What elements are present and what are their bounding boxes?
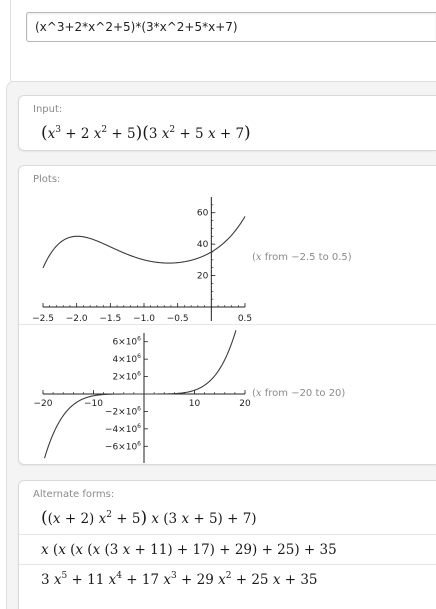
y-tick-label: $-6\times 10^6$ (104, 440, 141, 453)
alternate-separator-1 (19, 534, 436, 535)
plot-2-range: (x from −20 to 20) (252, 388, 346, 399)
x-tick-label: −2.5 (32, 314, 54, 324)
alternate-form-1: ((x + 2) $x^2 + 5$) x (3 x + 5) + 7) (41, 508, 257, 528)
plots-pod-title: Plots: (33, 174, 61, 185)
y-tick-label: $-4\times 10^6$ (104, 422, 141, 435)
x-tick-label: 20 (239, 399, 251, 409)
x-tick-label: −20 (33, 399, 53, 409)
plot-2 (33, 329, 251, 464)
x-tick-label: −2.0 (65, 314, 88, 324)
alternate-form-3: 3 $x^5 + 11$ $x^4 + 17$ $x^3 + 29$ $x^2 + 25$ x + 35 (41, 571, 318, 588)
y-tick-label: $4\times 10^6$ (112, 353, 141, 366)
y-tick-label: $2\times 10^6$ (112, 370, 141, 383)
input-pod-title: Input: (33, 104, 63, 115)
function-curve (43, 216, 245, 268)
plot-1-svg (32, 191, 253, 326)
y-tick-label: 20 (196, 271, 209, 282)
x-tick-label: −1.5 (99, 314, 122, 324)
x-tick-label: −10 (84, 399, 103, 409)
y-tick-label: $-2\times 10^6$ (104, 405, 141, 418)
y-tick-label: $6\times 10^6$ (112, 335, 141, 348)
input-pod (18, 95, 436, 151)
x-tick-label: 10 (188, 399, 201, 409)
alternate-forms-title: Alternate forms: (33, 489, 115, 500)
alternate-form-2: x (x (x (x (3 x + 11) + 17) + 29) + 25) + 35 (41, 542, 337, 558)
y-tick-label: 60 (196, 208, 209, 219)
x-tick-label: −0.5 (166, 314, 189, 324)
y-tick-label: 40 (196, 240, 209, 251)
alternate-forms-pod (18, 480, 436, 609)
plot-separator (19, 324, 436, 325)
plots-pod (18, 165, 436, 465)
query-input[interactable] (26, 12, 436, 42)
plot-1-range: (x from −2.5 to 0.5) (252, 252, 352, 263)
x-tick-label: 0.5 (237, 314, 253, 324)
alternate-separator-2 (19, 564, 436, 565)
plot-1 (32, 191, 253, 326)
plot-2-svg (33, 329, 251, 464)
input-expression: ($x^3 + 2$ $x^2 + 5)(3$ $x^2 + 5$ x + 7) (41, 123, 251, 143)
x-tick-label: −1.0 (133, 314, 155, 324)
